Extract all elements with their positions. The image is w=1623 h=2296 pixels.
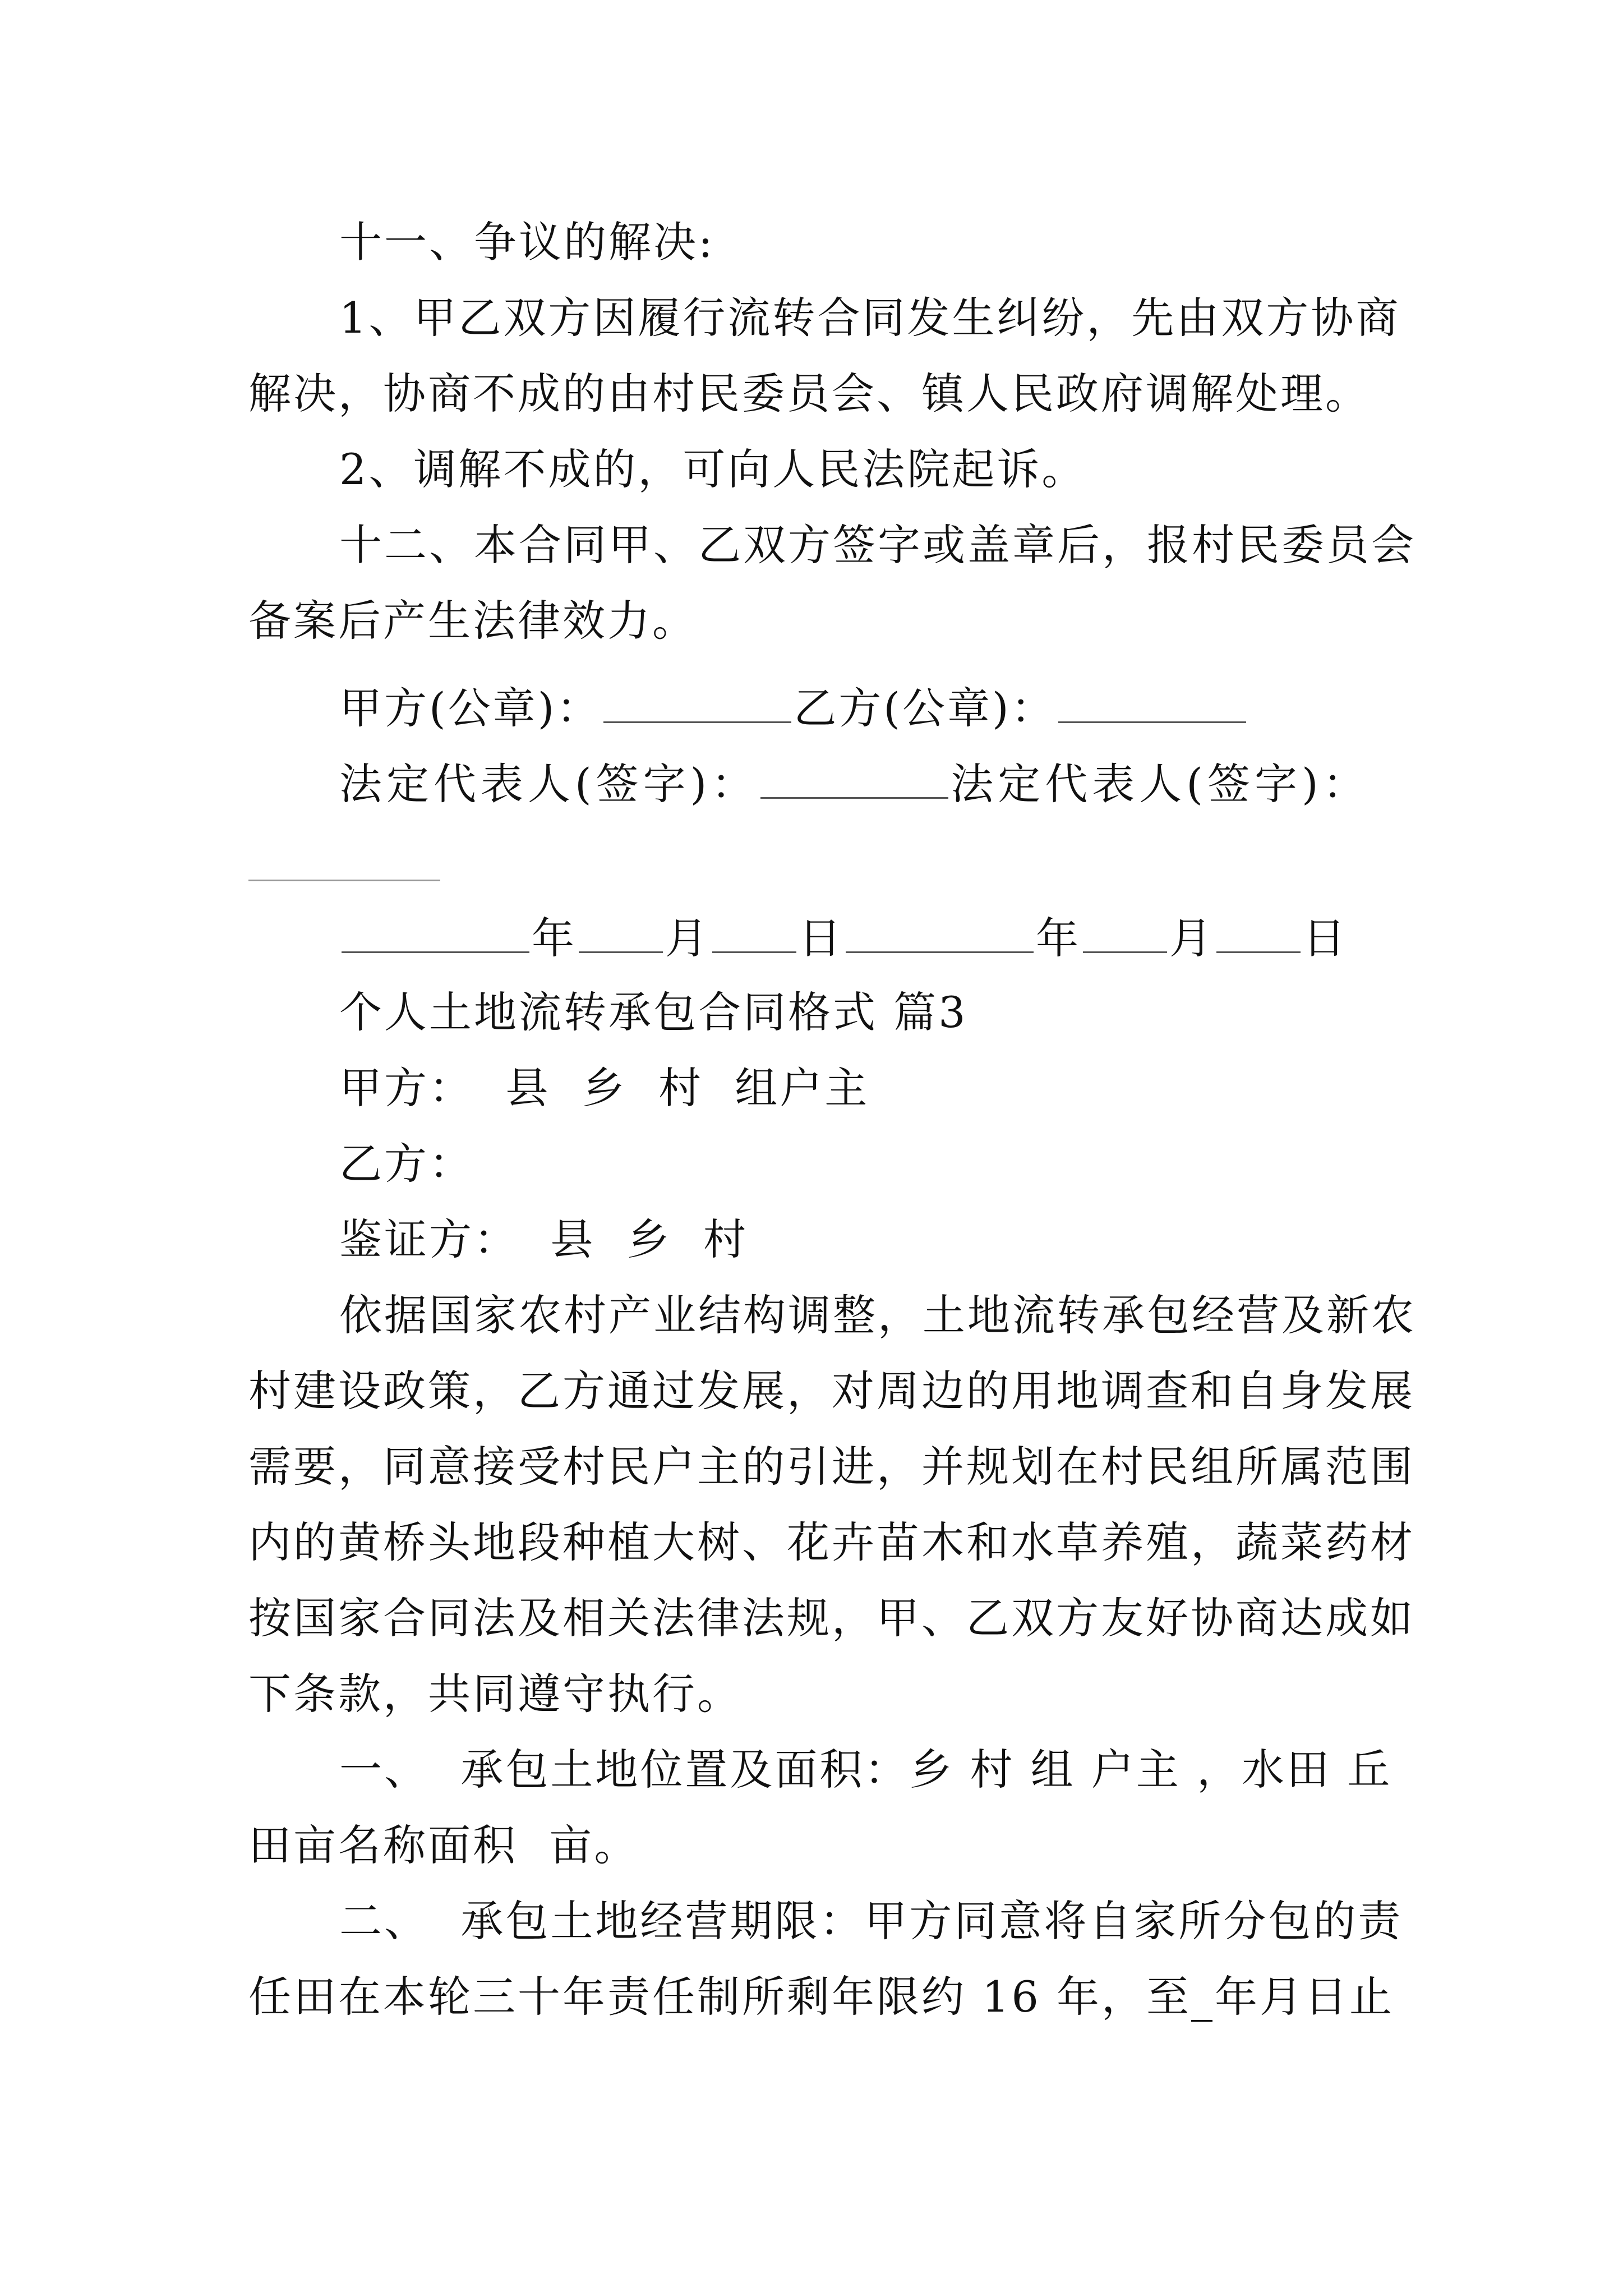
signature-line [0, 754, 1623, 812]
paragraph-line: 2、调解不成的，可向人民法院起诉。 [339, 444, 1087, 494]
clause-one-line: 一、 承包土地位置及面积：乡 村 组 户主 ，水田 丘 [339, 1745, 1393, 1795]
paragraph-line: 解决，协商不成的由村民委员会、镇人民政府调解处理。 [248, 369, 1370, 418]
paragraph-line: 1、甲乙双方因履行流转合同发生纠纷，先由双方协商 [339, 293, 1401, 343]
section-heading-effect: 十二、本合同甲、乙双方签字或盖章后，报村民委员会 [339, 520, 1416, 570]
party-b-line: 乙方： [339, 1139, 474, 1189]
day-label: 日 [799, 913, 843, 963]
party-a-line: 甲方： 县 乡 村 组户主 [339, 1063, 870, 1113]
paragraph-line: 备案后产生法律效力。 [248, 596, 697, 646]
paragraph-line: 依据国家农村产业结构调整，土地流转承包经营及新农 [339, 1290, 1416, 1340]
paragraph-line: 下条款，共同遵守执行。 [248, 1669, 742, 1719]
month-label: 月 [665, 913, 710, 963]
month-blank [579, 909, 663, 953]
paragraph-line: 田亩名称面积 亩。 [248, 1820, 639, 1870]
month-label: 月 [1169, 913, 1214, 963]
year-blank [846, 909, 1034, 953]
party-a-seal-label: 甲方(公章)： [339, 683, 602, 733]
party-a-seal-blank [603, 679, 791, 723]
section-heading-dispute: 十一、争议的解决: [339, 217, 715, 267]
day-blank [1216, 909, 1301, 953]
paragraph-line: 村建设政策，乙方通过发展，对周边的用地调查和自身发展 [248, 1366, 1415, 1416]
party-b-seal-label: 乙方(公章)： [794, 683, 1056, 733]
day-blank [712, 909, 796, 953]
party-b-seal-blank [1058, 679, 1246, 723]
witness-line: 鉴证方： 县 乡 村 [339, 1214, 748, 1264]
party-b-representative-blank [248, 880, 440, 881]
year-label: 年 [1036, 913, 1081, 963]
seal-line [0, 679, 1623, 737]
party-b-representative-label: 法定代表人(签字)： [951, 759, 1370, 809]
paragraph-line: 需要，同意接受村民户主的引进，并规划在村民组所属范围 [248, 1442, 1415, 1492]
month-blank [1083, 909, 1167, 953]
paragraph-line: 按国家合同法及相关法律法规，甲、乙双方友好协商达成如 [248, 1593, 1415, 1643]
clause-two-line: 二、 承包土地经营期限：甲方同意将自家所分包的责 [339, 1896, 1403, 1946]
paragraph-line: 内的黄桥头地段种植大树、花卉苗木和水草养殖，蔬菜药材 [248, 1517, 1415, 1567]
year-blank [342, 909, 529, 953]
party-a-representative-label: 法定代表人(签字)： [339, 759, 759, 809]
day-label: 日 [1303, 913, 1348, 963]
year-label: 年 [532, 913, 577, 963]
date-line [0, 909, 1623, 967]
paragraph-line: 任田在本轮三十年责任制所剩年限约 16 年，至_年月日止 [248, 1972, 1395, 2022]
party-a-representative-blank [760, 754, 948, 799]
contract-title: 个人土地流转承包合同格式 篇3 [339, 987, 968, 1037]
